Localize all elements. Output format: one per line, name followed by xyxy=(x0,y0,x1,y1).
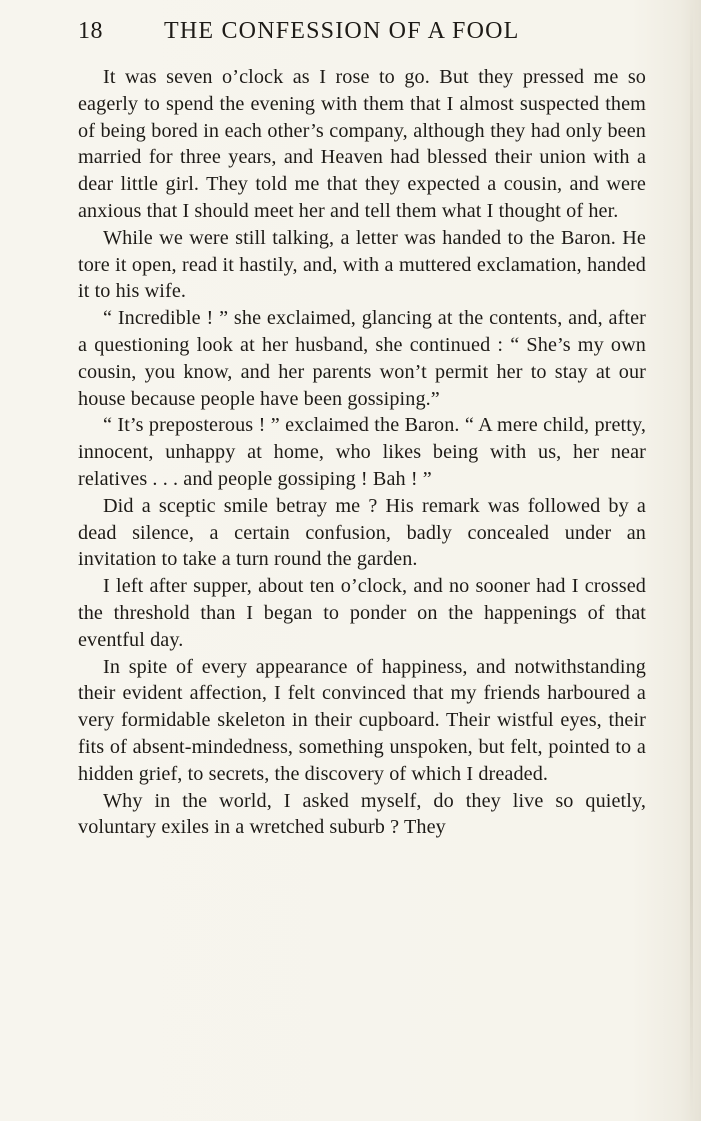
paragraph: “ Incredible ! ” she exclaimed, glancing at the contents, and, after a questioning look at her husband, she continued : “ She’s my own cousin, you know, and her parents won’t permit her to stay at our house because people have been gossiping.” xyxy=(78,307,646,410)
page-edge-shadow xyxy=(690,0,693,1121)
paragraph: In spite of every appearance of happiness, and notwithstanding their evident affection, I felt convinced that my friends harboured a very formidable skeleton in their cupboard. Their wistful eyes, their fits of absent-mindedness, something unspoken, but felt, pointed to a hidden grief, to secrets, the discovery of which I dreaded. xyxy=(78,655,646,785)
paragraph: While we were still talking, a letter was handed to the Baron. He tore it open, read it hastily, and, with a muttered exclamation, handed it to his wife. xyxy=(78,226,646,303)
running-title: THE CONFESSION OF A FOOL xyxy=(164,18,520,44)
page-header xyxy=(78,18,648,52)
paragraph: I left after supper, about ten o’clock, and no sooner had I crossed the threshold than I began to ponder on the happenings of that eventful day. xyxy=(78,575,646,651)
paragraph: Why in the world, I asked myself, do they live so quietly, voluntary exiles in a wretched suburb ? They xyxy=(78,789,646,839)
paragraph: “ It’s preposterous ! ” exclaimed the Baron. “ A mere child, pretty, innocent, unhappy at home, who likes being with us, her near relatives . . . and people gossiping ! Bah ! ” xyxy=(78,414,646,490)
paragraph: It was seven o’clock as I rose to go. But they pressed me so eagerly to spend the evening with them that I almost suspected them of being bored in each other’s company, although they had only been married for three years, and Heaven had blessed their union with a dear little girl. They told me that they expected a cousin, and were anxious that I should meet her and tell them what I thought of her. xyxy=(78,66,646,222)
page-number: 18 xyxy=(78,18,103,44)
body-text xyxy=(78,64,646,841)
paragraph: Did a sceptic smile betray me ? His remark was followed by a dead silence, a certain confusion, badly concealed under an invitation to take a turn round the garden. xyxy=(78,494,646,571)
